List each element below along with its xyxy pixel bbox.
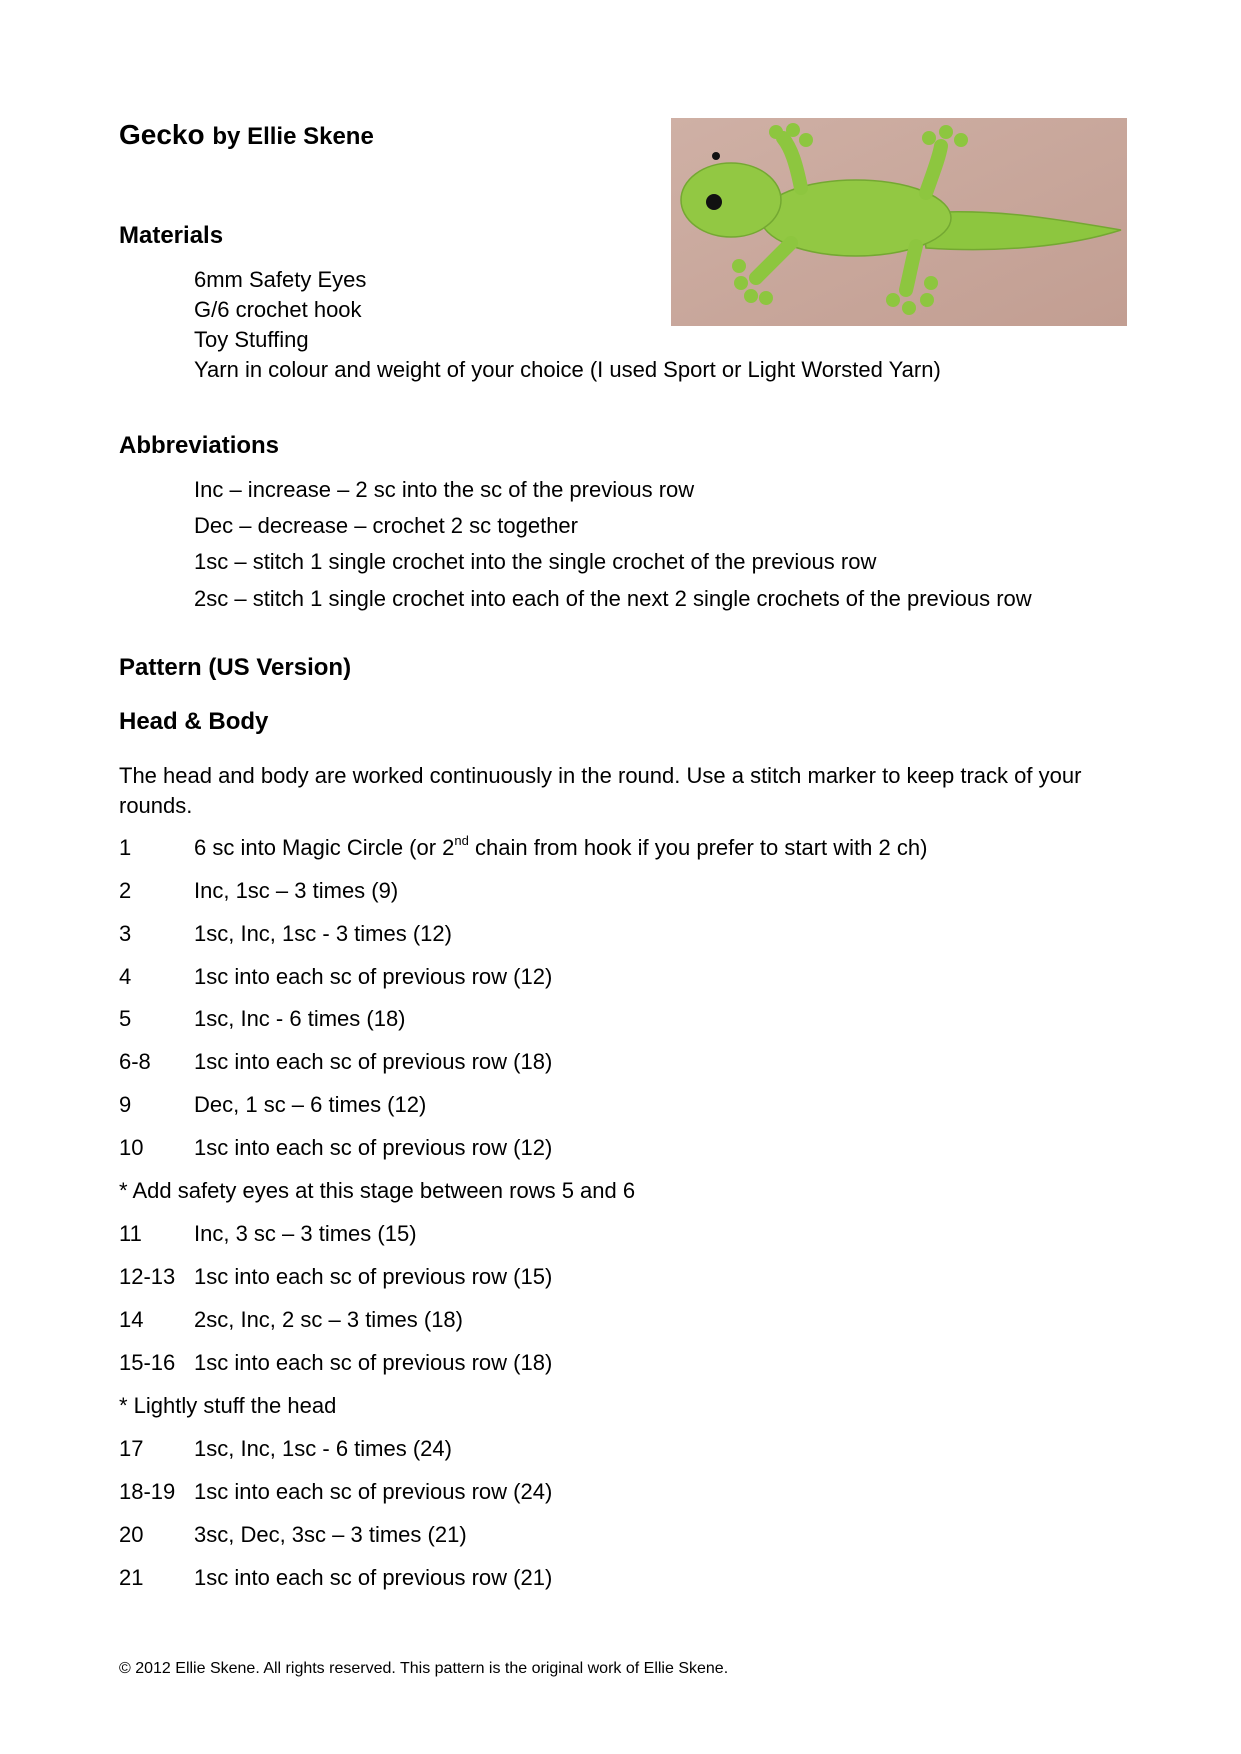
row-number: 17 xyxy=(119,1436,144,1461)
pattern-intro: The head and body are worked continuously in the round. Use a stitch marker to keep track of your xyxy=(119,763,1082,788)
abbreviation-item: 1sc – stitch 1 single crochet into the single crochet of the previous row xyxy=(194,549,877,574)
row-instruction xyxy=(194,834,927,862)
row-number: 21 xyxy=(119,1565,144,1590)
row-instruction: 1sc, Inc, 1sc - 3 times (12) xyxy=(194,921,452,946)
row-number: 12-13 xyxy=(119,1264,176,1289)
abbreviation-item: Dec – decrease – crochet 2 sc together xyxy=(194,513,578,538)
row-number: 20 xyxy=(119,1522,144,1547)
row-instruction: 1sc into each sc of previous row (24) xyxy=(194,1479,553,1504)
row-instruction: 1sc into each sc of previous row (15) xyxy=(194,1264,553,1289)
row-instruction: 1sc, Inc - 6 times (18) xyxy=(194,1006,406,1031)
row-instruction: Inc, 3 sc – 3 times (15) xyxy=(194,1221,417,1246)
row-instruction: 2sc, Inc, 2 sc – 3 times (18) xyxy=(194,1307,463,1332)
row-number: 14 xyxy=(119,1307,144,1332)
title-main: Gecko xyxy=(119,119,205,150)
abbreviation-item: Inc – increase – 2 sc into the sc of the previous row xyxy=(194,477,695,502)
row-instruction: 1sc into each sc of previous row (18) xyxy=(194,1049,553,1074)
row-instruction: 1sc into each sc of previous row (18) xyxy=(194,1350,553,1375)
row-instruction: 1sc into each sc of previous row (21) xyxy=(194,1565,553,1590)
row-number: 5 xyxy=(119,1006,132,1031)
row-instruction-text: 6 sc into Magic Circle (or 2 xyxy=(194,835,455,860)
document-title xyxy=(119,118,374,154)
row-instruction-sup: nd xyxy=(454,832,469,848)
pattern-note: * Add safety eyes at this stage between rows 5 and 6 xyxy=(119,1178,636,1203)
materials-item: Toy Stuffing xyxy=(194,327,309,352)
row-number: 6-8 xyxy=(119,1049,151,1074)
title-author: by Ellie Skene xyxy=(212,123,374,150)
materials-heading: Materials xyxy=(119,222,224,249)
row-instruction: 1sc into each sc of previous row (12) xyxy=(194,1135,553,1160)
row-instruction: 1sc, Inc, 1sc - 6 times (24) xyxy=(194,1436,452,1461)
pattern-intro: rounds. xyxy=(119,793,193,818)
row-number: 18-19 xyxy=(119,1479,176,1504)
row-number: 10 xyxy=(119,1135,144,1160)
row-number: 15-16 xyxy=(119,1350,176,1375)
row-number: 1 xyxy=(119,835,132,860)
gecko-icon xyxy=(671,118,1127,326)
row-number: 2 xyxy=(119,878,132,903)
materials-item: Yarn in colour and weight of your choice (I used Sport or Light Worsted Yarn) xyxy=(194,357,941,382)
pattern-heading: Pattern (US Version) xyxy=(119,654,352,681)
pattern-note: * Lightly stuff the head xyxy=(119,1393,337,1418)
row-number: 3 xyxy=(119,921,132,946)
gecko-photo xyxy=(671,118,1127,326)
row-instruction: 3sc, Dec, 3sc – 3 times (21) xyxy=(194,1522,467,1547)
materials-item: 6mm Safety Eyes xyxy=(194,267,367,292)
abbreviations-heading: Abbreviations xyxy=(119,432,280,459)
copyright-footer: © 2012 Ellie Skene. All rights reserved. This pattern is the original work of Ellie Skene. xyxy=(119,1660,729,1677)
row-instruction: Dec, 1 sc – 6 times (12) xyxy=(194,1092,427,1117)
row-number: 11 xyxy=(119,1221,142,1246)
row-instruction-text: chain from hook if you prefer to start with 2 ch) xyxy=(468,835,928,860)
row-number: 4 xyxy=(119,964,132,989)
row-instruction: 1sc into each sc of previous row (12) xyxy=(194,964,553,989)
abbreviation-item: 2sc – stitch 1 single crochet into each of the next 2 single crochets of the previous row xyxy=(194,586,1032,611)
row-instruction: Inc, 1sc – 3 times (9) xyxy=(194,878,399,903)
row-number: 9 xyxy=(119,1092,132,1117)
materials-item: G/6 crochet hook xyxy=(194,297,362,322)
section-heading-head-body: Head & Body xyxy=(119,708,269,735)
